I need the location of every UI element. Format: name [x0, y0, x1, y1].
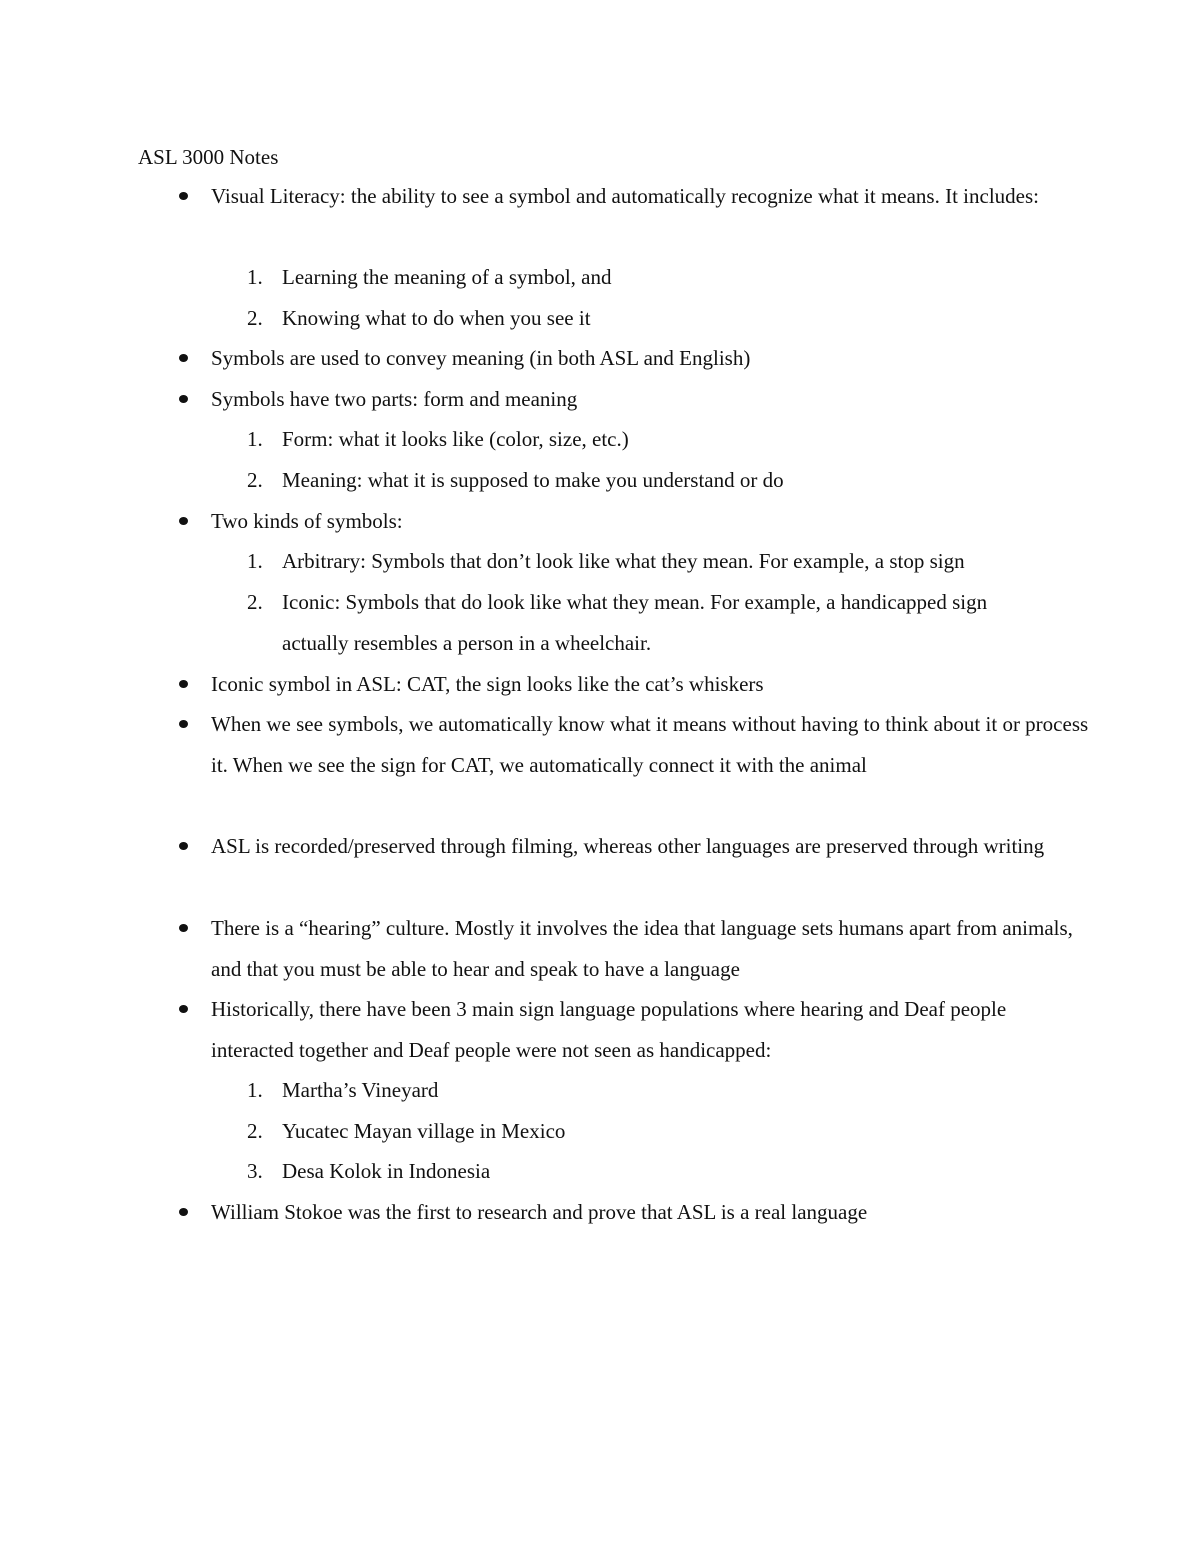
item-number: 2. — [247, 306, 263, 330]
item-text: Meaning: what it is supposed to make you understand or do — [282, 468, 784, 492]
bullet-dot-icon — [179, 1208, 188, 1216]
bullet-dot-icon — [179, 842, 188, 850]
bullet-text: Symbols have two parts: form and meaning — [211, 387, 578, 411]
bullet-dot-icon — [179, 924, 188, 932]
bullet-item — [211, 1192, 1091, 1233]
item-text: Form: what it looks like (color, size, etc.) — [282, 427, 629, 451]
item-number: 1. — [247, 1078, 263, 1102]
item-number: 2. — [247, 590, 263, 614]
bullet-item — [211, 379, 1091, 420]
bullet-dot-icon — [179, 192, 188, 200]
numbered-item — [247, 541, 1082, 582]
bullet-dot-icon — [179, 517, 188, 525]
item-text: Learning the meaning of a symbol, and — [282, 265, 612, 289]
bullet-text: When we see symbols, we automatically know what it means without having to think about it or process it. When we see the sign for CAT, we automatically connect it with the animal — [211, 712, 1089, 777]
bullet-text: Visual Literacy: the ability to see a symbol and automatically recognize what it means. It includes: — [211, 184, 1039, 208]
bullet-text: Two kinds of symbols: — [211, 509, 403, 533]
bullet-dot-icon — [179, 1005, 188, 1013]
numbered-item — [247, 1111, 1082, 1152]
numbered-item — [247, 460, 1082, 501]
item-text: Iconic: Symbols that do look like what they mean. For example, a handicapped sign actually resembles a person in a wheelchair. — [282, 590, 988, 655]
item-text: Martha’s Vineyard — [282, 1078, 439, 1102]
bullet-text: ASL is recorded/preserved through filming, whereas other languages are preserved through writing — [211, 834, 1045, 858]
bullet-dot-icon — [179, 720, 188, 728]
item-number: 2. — [247, 1119, 263, 1143]
bullet-item — [211, 826, 1091, 867]
bullet-item — [211, 704, 1091, 785]
item-text: Yucatec Mayan village in Mexico — [282, 1119, 566, 1143]
item-text: Knowing what to do when you see it — [282, 306, 591, 330]
item-number: 1. — [247, 427, 263, 451]
bullet-dot-icon — [179, 680, 188, 688]
numbered-item — [247, 1151, 1082, 1192]
numbered-item — [247, 298, 1082, 339]
bullet-item — [211, 664, 1091, 705]
item-number: 2. — [247, 468, 263, 492]
numbered-item — [247, 257, 1082, 298]
numbered-item — [247, 419, 1082, 460]
bullet-dot-icon — [179, 395, 188, 403]
bullet-item — [211, 908, 1091, 989]
bullet-text: Symbols are used to convey meaning (in both ASL and English) — [211, 346, 751, 370]
bullet-text: Historically, there have been 3 main sign language populations where hearing and Deaf people interacted together and Deaf people were not seen as handicapped: — [211, 997, 1007, 1062]
numbered-item — [247, 1070, 1082, 1111]
item-text: Arbitrary: Symbols that don’t look like what they mean. For example, a stop sign — [282, 549, 965, 573]
item-number: 1. — [247, 265, 263, 289]
bullet-text: Iconic symbol in ASL: CAT, the sign looks like the cat’s whiskers — [211, 672, 764, 696]
bullet-text: William Stokoe was the first to research and prove that ASL is a real language — [211, 1200, 868, 1224]
bullet-item — [211, 176, 1091, 217]
bullet-text: There is a “hearing” culture. Mostly it involves the idea that language sets humans apart from animals, and that you must be able to hear and speak to have a language — [211, 916, 1073, 981]
document-title: ASL 3000 Notes — [138, 145, 279, 169]
item-number: 1. — [247, 549, 263, 573]
bullet-item — [211, 338, 1091, 379]
bullet-item — [211, 501, 1091, 542]
item-text: Desa Kolok in Indonesia — [282, 1159, 491, 1183]
bullet-dot-icon — [179, 354, 188, 362]
numbered-item — [247, 582, 1042, 663]
bullet-item — [211, 989, 1091, 1070]
item-number: 3. — [247, 1159, 263, 1183]
